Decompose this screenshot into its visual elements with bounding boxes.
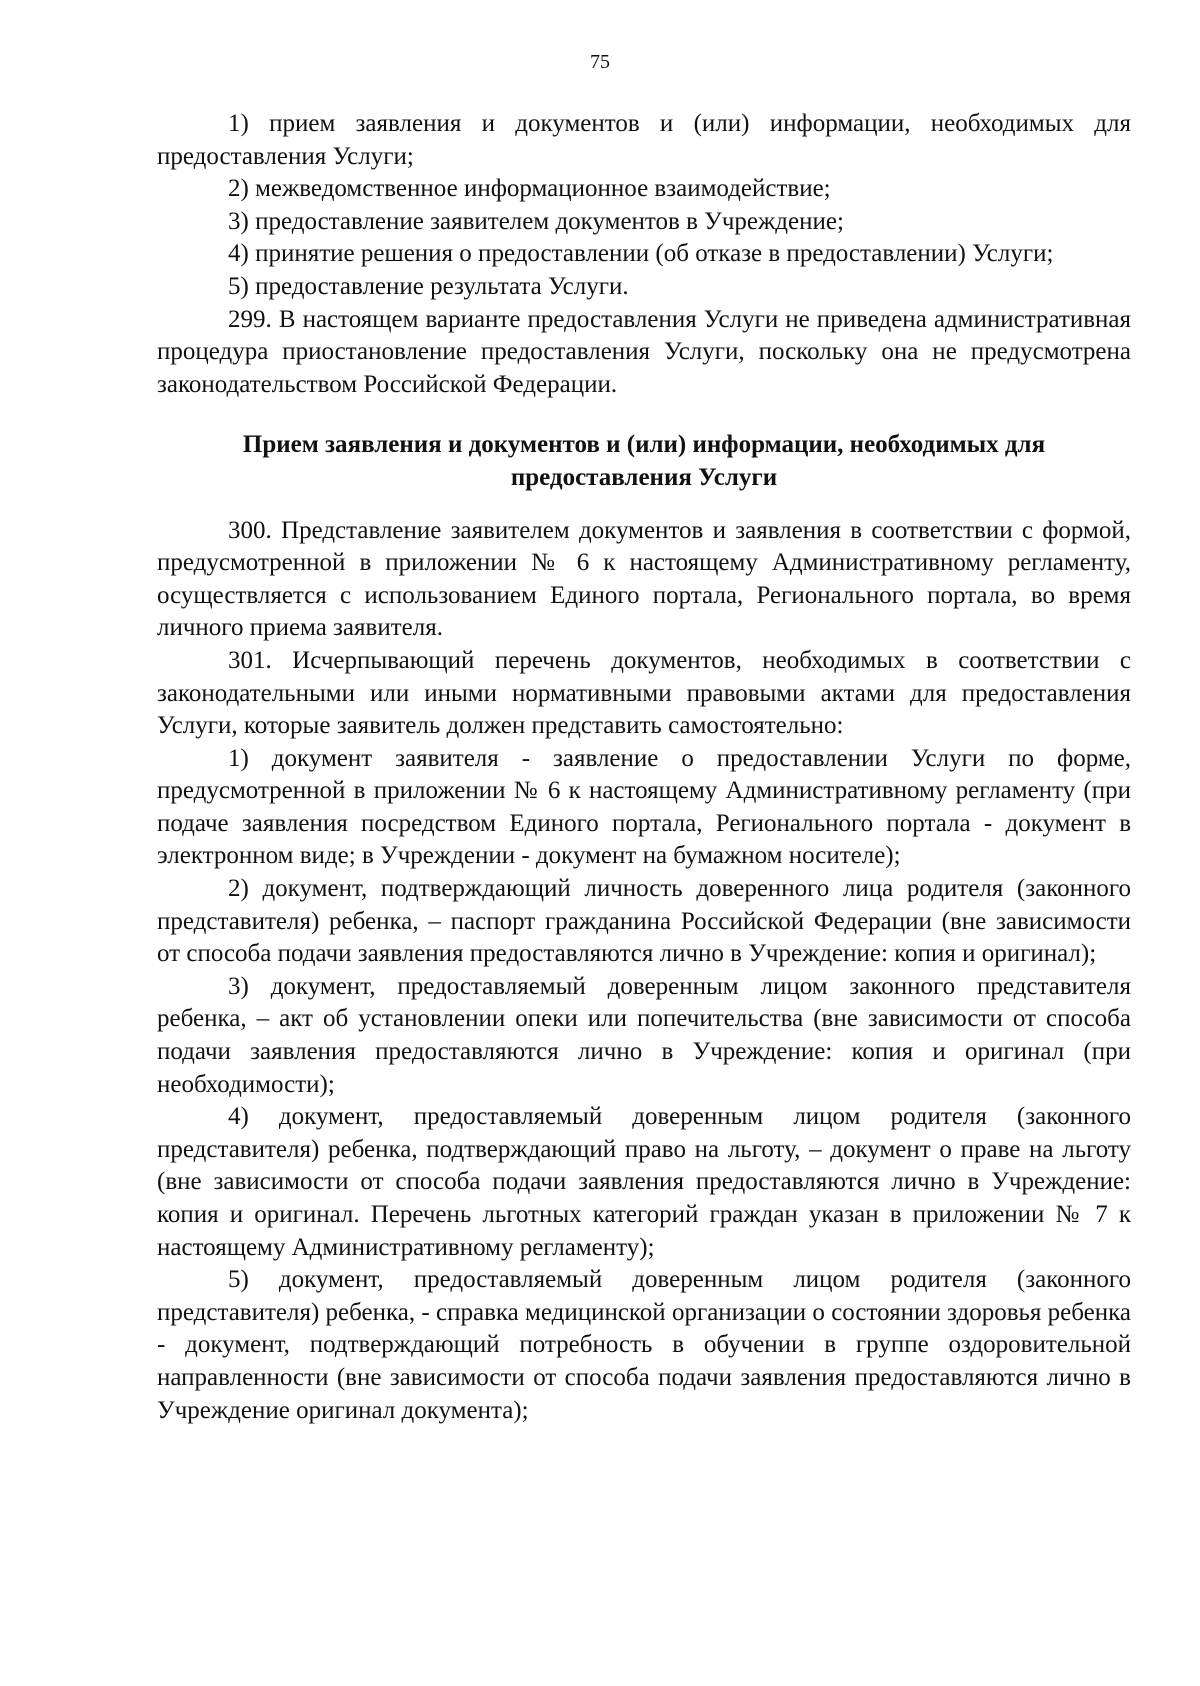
page-number: 75 — [590, 51, 610, 73]
document-item-1: 1) документ заявителя - заявление о предоставлении Услуги по форме, предусмотренной в приложении № 6 к настоящему Административному регламенту (при подаче заявления посредством Единого портала, Регионального портала - документ в электронном виде; в Учреждении - документ на бумажном носителе); — [157, 744, 1131, 870]
list-item-3: 3) предоставление заявителем документов в Учреждение; — [228, 207, 844, 235]
document-item-5: 5) документ, предоставляемый доверенным лицом родителя (законного представителя) ребенка, - справка медицинской организации о состоянии здоровья ребенка - документ, подтверждающий потребность в обучении в группе оздоровительной направленности (вне зависимости от способа подачи заявления предоставляются лично в Учреждение оригинал документа); — [157, 1266, 1131, 1424]
paragraph-299: 299. В настоящем варианте предоставления Услуги не приведена административная процедура приостановление предоставления Услуги, поскольку она не предусмотрена законодательством Российской Федерации. — [157, 305, 1131, 398]
list-item-4: 4) принятие решения о предоставлении (об отказе в предоставлении) Услуги; — [228, 240, 1054, 268]
section-heading: Прием заявления и документов и (или) информации, необходимых для предоставления Услуги — [242, 431, 1046, 491]
list-item-2: 2) межведомственное информационное взаимодействие; — [228, 175, 831, 203]
paragraph-301: 301. Исчерпывающий перечень документов, необходимых в соответствии с законодательными или иными нормативными правовыми актами для предоставления Услуги, которые заявитель должен представить самостоятельно: — [157, 646, 1131, 740]
list-item-5: 5) предоставление результата Услуги. — [228, 272, 629, 300]
document-item-3: 3) документ, предоставляемый доверенным лицом законного представителя ребенка, – акт об установлении опеки или попечительства (вне зависимости от способа подачи заявления предоставляются лично в Учреждение: копия и оригинал (при необходимости); — [157, 972, 1131, 1098]
document-item-4: 4) документ, предоставляемый доверенным лицом родителя (законного представителя) ребенка, подтверждающий право на льготу, – документ о праве на льготу (вне зависимости от способа подачи заявления предоставляются лично в Учреждение: копия и оригинал. Перечень льготных категорий граждан указан в приложении № 7 к настоящему Административному регламенту); — [157, 1103, 1131, 1261]
document-item-2: 2) документ, подтверждающий личность доверенного лица родителя (законного представителя) ребенка, – паспорт гражданина Российской Федерации (вне зависимости от способа подачи заявления предоставляются лично в Учреждение: копия и оригинал); — [157, 875, 1131, 968]
paragraph-300: 300. Представление заявителем документов и заявления в соответствии с формой, предусмотренной в приложении № 6 к настоящему Административному регламенту, осуществляется с использованием Единого портала, Регионального портала, во время личного приема заявителя. — [157, 516, 1131, 642]
list-item-1: 1) прием заявления и документов и (или) информации, необходимых для предоставления Услуги; — [157, 110, 1131, 170]
document-body — [157, 108, 1131, 1427]
